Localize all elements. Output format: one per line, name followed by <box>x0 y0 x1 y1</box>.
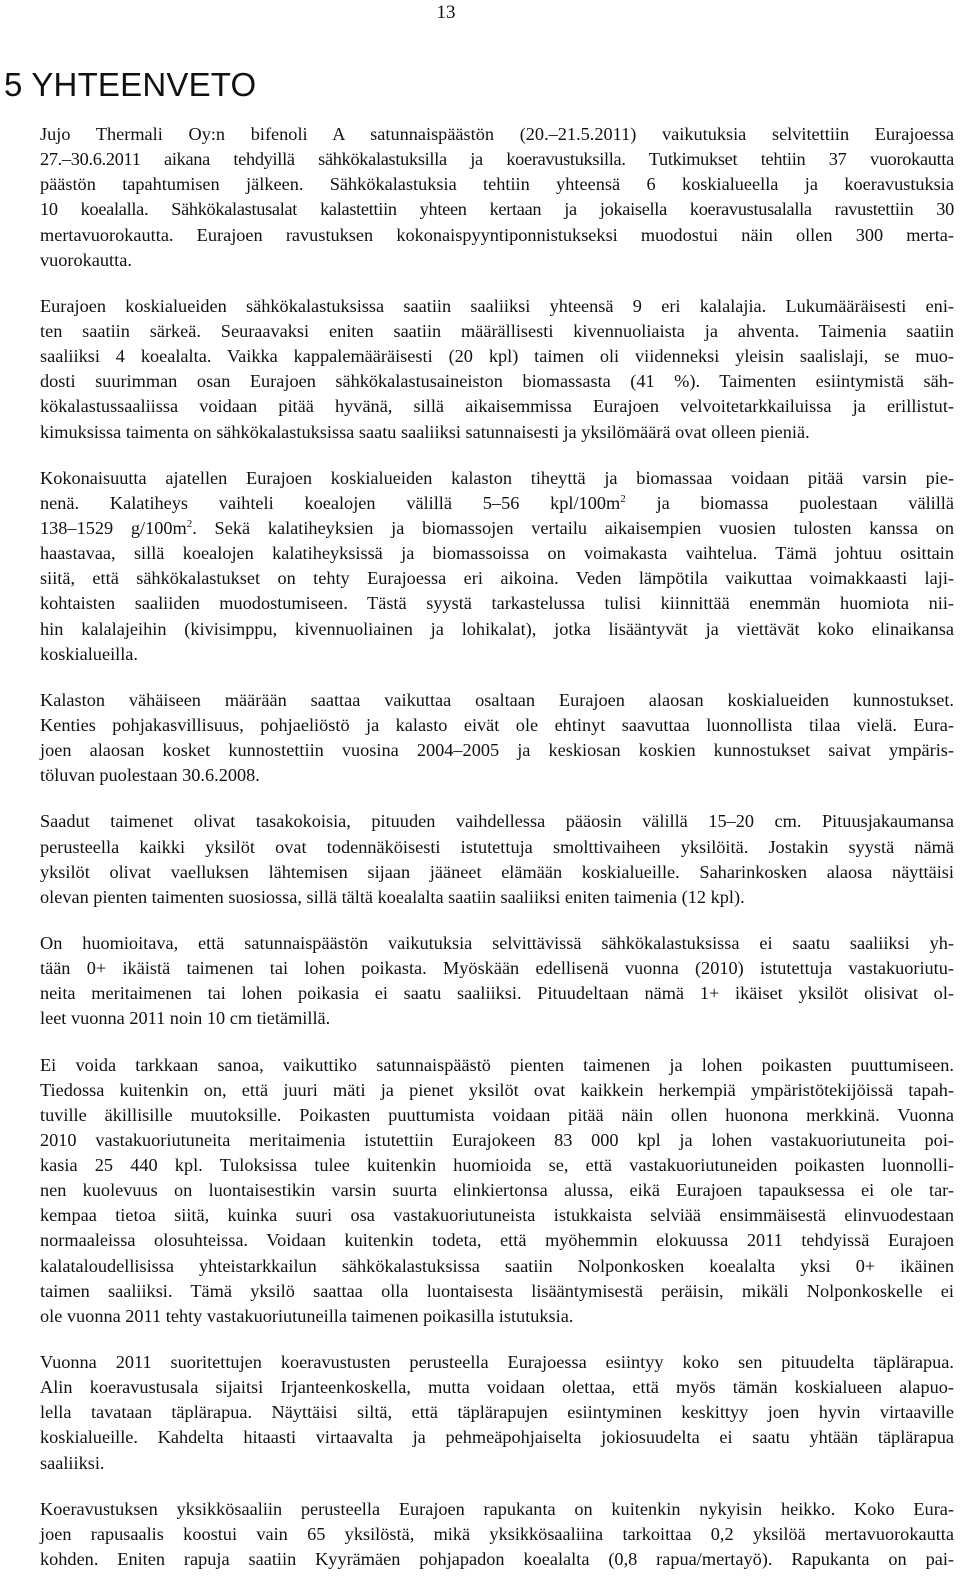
text-line: 138–1529 $g/100m^2$. Sekä kalatiheyksien ja biomassojen vertailu aikaisempien vuosien tulosten kanssa on <box>40 517 954 538</box>
text-line: kasia 25 440 kpl. Tuloksissa tulee kuitenkin huomioida se, että vastakuoriutuneiden poikasten luonnolli- <box>40 1155 954 1176</box>
paragraph <box>40 1497 954 1572</box>
text-line: kökalastussaaliissa voidaan pitää hyvänä, sillä aikaisemmissa Eurajoen velvoitetarkkailuissa ja erillistut- <box>40 396 954 417</box>
text-line: koskialueille. Kahdelta hitaasti virtaavalta ja pehmeäpohjaiselta jokiosuudelta ei saatu yhtään täplärapua <box>40 1427 954 1448</box>
text-line: Eurajoen koskialueiden sähkökalastuksissa saatiin saaliiksi yhteensä 9 eri kalalajia. Lukumääräisesti eni- <box>40 295 954 316</box>
text-line: 2010 vastakuoriutuneita meritaimenia istutettiin Eurajokeen 83 000 kpl ja lohen vastakuoriutuneita poi- <box>40 1129 954 1150</box>
text-line: olevan pienten taimenten suosiossa, sillä tältä koealalta saatiin saaliiksi eniten taimenia (12 kpl). <box>40 886 745 907</box>
text-line: ten saatiin särkeä. Seuraavaksi eniten saatiin määrällisesti kivennuoliaista ja ahventa. Taimenia saatiin <box>40 320 954 341</box>
text-line: Alin koeravustusala sijaitsi Irjanteenkoskella, mutta voidaan olettaa, että myös tämän koskialueen alapuo- <box>40 1377 954 1398</box>
text-line: normaaleissa olosuhteissa. Voidaan kuitenkin todeta, että myöhemmin elokuussa 2011 tehdyissä Eurajoen <box>40 1230 954 1251</box>
text-line: ole vuonna 2011 tehty vastakuoriutuneilla taimenen poikasilla istutuksia. <box>40 1305 574 1326</box>
text-line: nen kuolevuus on luontaisestikin varsin suurta elinkiertonsa alussa, eikä Eurajoen tapauksessa ei ole tar- <box>40 1180 954 1201</box>
text-line: Kalaston vähäiseen määrään saattaa vaikuttaa osaltaan Eurajoen alaosan koskialueiden kunnostukset. <box>40 689 954 710</box>
text-line: saaliiksi 4 koealalta. Vaikka kappalemääräisesti (20 kpl) taimen oli viidenneksi yleisin saalislaji, se muo- <box>40 346 954 367</box>
text-line: kohtaisten saaliiden muodostumiseen. Tästä syystä tarkastelussa tulisi kiinnittää enemmän huomiota nii- <box>40 593 954 614</box>
text-line: Kokonaisuutta ajatellen Eurajoen koskialueiden kalaston tiheyttä ja biomassaa voidaan pitää varsin pie- <box>40 467 954 488</box>
text-line: kimuksissa taimenta on sähkökalastuksissa saatu saaliiksi satunnaisesti ja yksilömäärä ovat olleen pieniä. <box>40 421 810 442</box>
paragraph <box>40 294 954 445</box>
text-line: kohden. Eniten rapuja saatiin Kyyrämäen pohjapadon koealalta (0,8 rapua/mertayö). Rapukanta on pai- <box>40 1549 954 1570</box>
text-line: leet vuonna 2011 noin 10 cm tietämillä. <box>40 1008 331 1029</box>
text-line: mertavuorokautta. Eurajoen ravustuksen kokonaispyyntiponnistukseksi muodostui näin ollen 300 merta- <box>40 224 954 245</box>
text-line: Ei voida tarkkaan sanoa, vaikuttiko satunnaispäästö pienten taimenen ja lohen poikasten puuttumiseen. <box>40 1054 954 1075</box>
text-line: siitä, että sähkökalastukset on tehty Eurajoessa eri aikoina. Veden lämpötila vaikuttaa voimakkaasti laji- <box>40 568 954 589</box>
text-line: joen alaosan kosket kunnostettiin vuosina 2004–2005 ja keskiosan koskien kunnostukset saivat ympäris- <box>40 740 954 761</box>
text-line: tään 0+ ikäistä taimenen tai lohen poikasta. Myöskään edellisenä vuonna (2010) istutettuja vastakuoriutu- <box>40 958 954 979</box>
paragraph <box>40 466 954 667</box>
text-line: 27.–30.6.2011 aikana tehdyillä sähkökalastuksilla ja koeravustuksilla. Tutkimukset tehtiin 37 vuorokautta <box>40 149 954 170</box>
body-text <box>40 122 954 1593</box>
text-line: Vuonna 2011 suoritettujen koeravustusten perusteella Eurajoessa esiintyy koko sen pituudelta täplärapua. <box>40 1352 954 1373</box>
text-line: neita meritaimenen tai lohen poikasia ei saatu saaliiksi. Pituudeltaan nämä 1+ ikäiset yksilöt olisivat ol- <box>40 983 954 1004</box>
text-line: töluvan puolestaan 30.6.2008. <box>40 765 260 786</box>
text-line: dosti suurimman osan Eurajoen sähkökalastusaineiston biomassasta (41 %). Taimenten esiintymistä säh- <box>40 371 954 392</box>
text-line: koskialueilla. <box>40 643 138 664</box>
text-line: kalataloudellisissa yhteistarkkailun sähkökalastuksissa saatiin Nolponkosken koealalta yksi 0+ ikäinen <box>40 1255 954 1276</box>
text-line: päästön tapahtumisen jälkeen. Sähkökalastuksia tehtiin yhteensä 6 koskialueella ja koeravustuksia <box>40 174 954 195</box>
page-number: 13 <box>436 2 456 23</box>
text-line: nenä. Kalatiheys vaihteli koealojen välillä 5–56 kpl/$100m^2$ ja biomassa puolestaan välillä <box>40 492 954 513</box>
text-line: vuorokautta. <box>40 249 132 270</box>
text-line: On huomioitava, että satunnaispäästön vaikutuksia selvittävissä sähkökalastuksissa ei saatu saaliiksi yh- <box>40 932 954 953</box>
text-line: yksilöt olivat vaelluksen lähtemisen sijaan jääneet elämään koskialueille. Saharinkosken alaosa näyttäisi <box>40 861 954 882</box>
text-line: joen rapusaalis koostui vain 65 yksilöstä, mikä yksikkösaaliina tarkoittaa 0,2 yksilöä mertavuorokautta <box>40 1523 954 1544</box>
text-line: Tiedossa kuitenkin on, että juuri mäti ja pienet yksilöt ovat kaikkein herkempiä ympäristötekijöissä tapah- <box>40 1079 954 1100</box>
text-line: Koeravustuksen yksikkösaaliin perusteella Eurajoen rapukanta on kuitenkin nykyisin heikko. Koko Eura- <box>40 1498 954 1519</box>
text-line: haastavaa, sillä koealojen kalatiheyksissä ja biomassoissa on voimakasta vaihtelua. Tämä johtuu osittain <box>40 543 954 564</box>
text-line: tuville äkillisille muutoksille. Poikasten puuttumista voidaan pitää näin ollen huonona merkkinä. Vuonna <box>40 1104 954 1125</box>
paragraph <box>40 809 954 910</box>
paragraph <box>40 1350 954 1476</box>
paragraph <box>40 931 954 1032</box>
text-line: Kenties pohjakasvillisuus, pohjaeliöstö ja kalasto eivät ole ehtinyt saavuttaa luonnollista tilaa vielä. Eura- <box>40 714 954 735</box>
superscript: 2 <box>186 517 193 530</box>
text-line: lella tavataan täplärapua. Näyttäisi siltä, että täplärapujen esiintyminen keskittyy joen hyvin virtaaville <box>40 1402 954 1423</box>
text-line: taimen saaliiksi. Tämä yksilö saattaa olla luontaisesta lisääntymisestä peräisin, mikäli Nolponkoskelle ei <box>40 1280 954 1301</box>
section-heading: 5 YHTEENVETO <box>4 66 257 103</box>
paragraph <box>40 688 954 789</box>
text-line: 10 koealalla. Sähkökalastusalat kalastettiin yhteen kertaan ja jokaisella koeravustusalalla ravustettiin 30 <box>40 199 954 220</box>
text-line: Saadut taimenet olivat tasakokoisia, pituuden vaihdellessa pääosin välillä 15–20 cm. Pituusjakaumansa <box>40 811 954 832</box>
paragraph <box>40 122 954 273</box>
text-line: saaliiksi. <box>40 1452 105 1473</box>
paragraph <box>40 1053 954 1330</box>
text-line: hin kalalajeihin (kivisimppu, kivennuoliainen ja lohikalat), jotka lisääntyvät ja viettävät koko elinaikansa <box>40 618 954 639</box>
text-line: kempaa tietoa siitä, kuinka suuri osa vastakuoriutuneista istukkaista selviää ensimmäisestä elinvuodestaan <box>40 1205 954 1226</box>
superscript: 2 <box>620 492 626 505</box>
text-line: perusteella kaikki yksilöt ovat todennäköisesti istutettuja smolttivaiheen yksilöitä. Jostakin syystä nämä <box>40 836 954 857</box>
text-line: Jujo Thermali Oy:n bifenoli A satunnaispäästön (20.–21.5.2011) vaikutuksia selvitettiin Eurajoessa <box>40 124 954 144</box>
